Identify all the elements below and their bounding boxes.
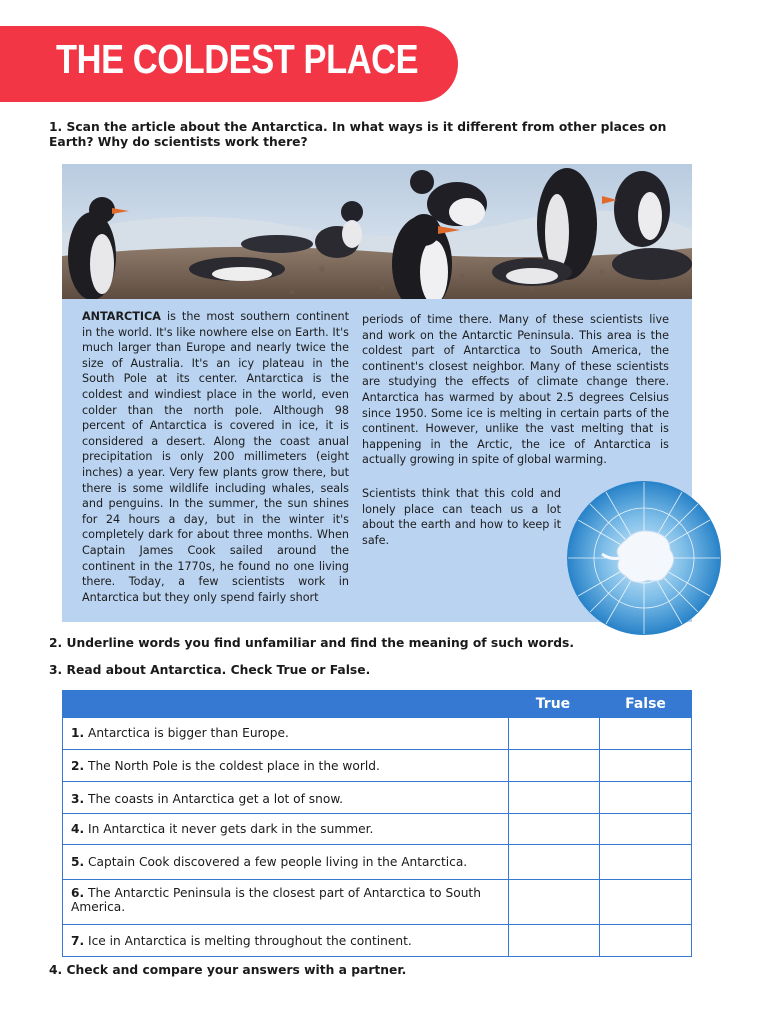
true-false-table xyxy=(62,690,692,957)
table-row xyxy=(62,845,692,880)
statement-text: The Antarctic Peninsula is the closest part of Antarctica to South America. xyxy=(71,886,481,914)
true-checkbox-cell[interactable] xyxy=(509,925,600,956)
statement-number: 3. xyxy=(71,792,85,806)
statement xyxy=(71,886,496,914)
false-checkbox-cell[interactable] xyxy=(600,814,692,844)
table-row xyxy=(62,750,692,782)
penguins-photo xyxy=(62,164,692,299)
statement-text: Captain Cook discovered a few people living in the Antarctica. xyxy=(84,855,468,869)
table-row xyxy=(62,718,692,750)
false-checkbox-cell[interactable] xyxy=(600,880,692,924)
article-column-2: periods of time there. Many of these scientists live and work on the Antarctic Peninsula. This area is the coldest part of Antarctica to South America, the continent's closest neighbor. Many of these scientists are studying the effects of climate change there. Antarctica has warmed by about 2.5 degrees Celsius since 1950. Some ice is melting in certain parts of the continent. However, unlike the vast melting that is happening in the Arctic, the ice of Antarctica is actually growing in spite of global warming. xyxy=(362,313,669,467)
statement xyxy=(71,822,496,836)
statement-number: 4. xyxy=(71,822,85,836)
false-checkbox-cell[interactable] xyxy=(600,718,692,749)
question-4: 4. Check and compare your answers with a partner. xyxy=(49,963,407,977)
question-2: 2. Underline words you find unfamiliar and find the meaning of such words. xyxy=(49,636,574,650)
statement-text: Antarctica is bigger than Europe. xyxy=(84,726,289,740)
statement-number: 6. xyxy=(71,886,85,900)
statement xyxy=(71,792,496,806)
true-checkbox-cell[interactable] xyxy=(509,718,600,749)
statement-text: The coasts in Antarctica get a lot of snow. xyxy=(84,792,344,806)
false-checkbox-cell[interactable] xyxy=(600,845,692,879)
header-true: True xyxy=(535,696,571,712)
table-row xyxy=(62,782,692,814)
statement xyxy=(71,934,496,948)
statement-number: 1. xyxy=(71,726,85,740)
false-checkbox-cell[interactable] xyxy=(600,750,692,781)
article-column-1 xyxy=(82,309,349,605)
statement-number: 7. xyxy=(71,934,85,948)
page-title: THE COLDEST PLACE xyxy=(56,36,419,82)
question-1: 1. Scan the article about the Antarctica. In what ways is it different from other places on Earth? Why do scientists work there? xyxy=(49,120,667,149)
statement-number: 5. xyxy=(71,855,85,869)
article-text-1: is the most southern continent in the world. It's like nowhere else on Earth. It's much larger than Europe and nearly twice the size of Australia. It's an icy plateau in the South Pole at its center. Antarctica is the coldest and windiest place in the world, even colder than the north pole. Although 98 percent of Antarctica is covered in ice, it is considered a desert. Along the coast anual precipitation is only 200 millimeters (eight inches) a year. Very few plants grow there, but there is some wildlife including whales, seals and penguins. In the summer, the sun shines for 24 hours a day, but in the winter it's completely dark for about three months. When Captain James Cook sailed around the continent in the 1770s, he found no one living there. Today, a few scientists work in Antarctica but they only spend fairly short xyxy=(82,310,349,604)
statement xyxy=(71,726,496,740)
antarctica-map xyxy=(566,480,722,636)
question-3: 3. Read about Antarctica. Check True or False. xyxy=(49,663,371,677)
statement-text: The North Pole is the coldest place in the world. xyxy=(84,759,380,773)
false-checkbox-cell[interactable] xyxy=(600,782,692,813)
header-false: False xyxy=(625,696,666,712)
statement-text: Ice in Antarctica is melting throughout the continent. xyxy=(84,934,412,948)
true-checkbox-cell[interactable] xyxy=(509,814,600,844)
true-checkbox-cell[interactable] xyxy=(509,782,600,813)
statement-number: 2. xyxy=(71,759,85,773)
article-keyword: ANTARCTICA xyxy=(82,310,161,323)
statement xyxy=(71,855,496,869)
table-row xyxy=(62,880,692,925)
statement xyxy=(71,759,496,773)
true-checkbox-cell[interactable] xyxy=(509,880,600,924)
true-checkbox-cell[interactable] xyxy=(509,845,600,879)
false-checkbox-cell[interactable] xyxy=(600,925,692,956)
article-column-3: Scientists think that this cold and lonely place can teach us a lot about the earth and how to keep it safe. xyxy=(362,487,561,547)
statement-text: In Antarctica it never gets dark in the summer. xyxy=(84,822,374,836)
table-header xyxy=(62,690,692,718)
table-row xyxy=(62,814,692,845)
true-checkbox-cell[interactable] xyxy=(509,750,600,781)
table-row xyxy=(62,925,692,957)
